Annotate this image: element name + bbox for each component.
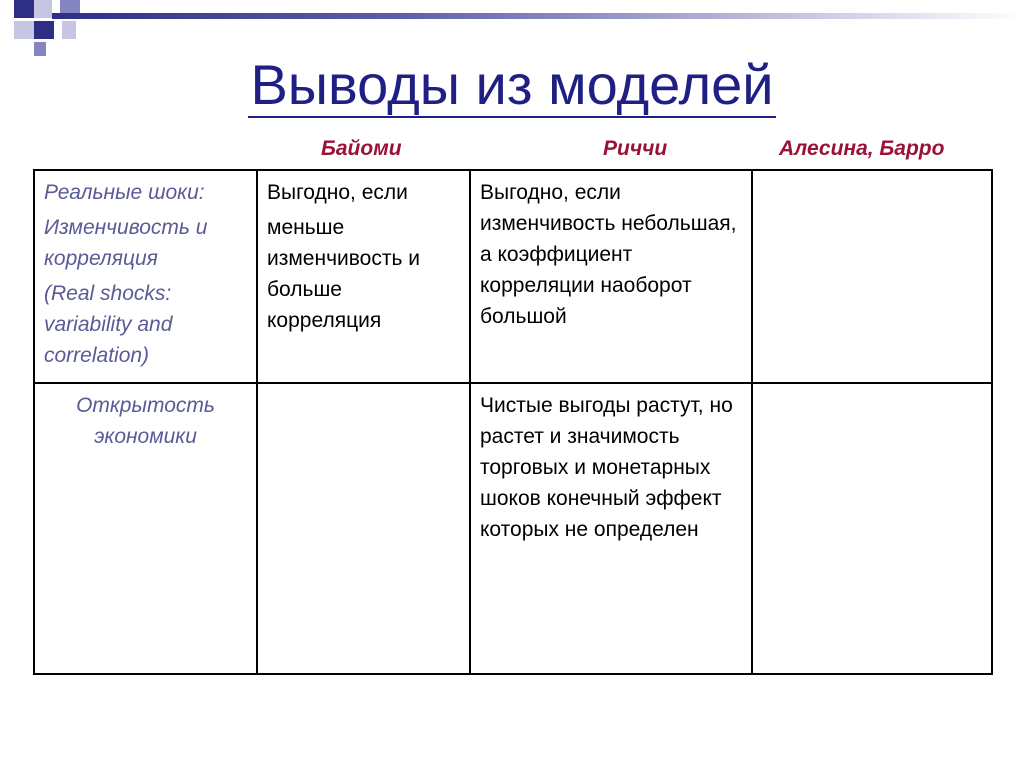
column-header-ricci: Риччи	[603, 137, 668, 160]
cell-line: меньше изменчивость и больше корреляция	[267, 216, 420, 332]
slide-title-text: Выводы из моделей	[250, 53, 774, 116]
column-header-bayoumi: Байоми	[321, 137, 402, 160]
comparison-table	[33, 169, 993, 675]
column-header-alesina-barro: Алесина, Барро	[779, 137, 945, 160]
cell-ricci-real-shocks: Выгодно, если изменчивость небольшая, а коэффициент корреляции наоборот большой	[470, 170, 752, 383]
decor-square-1	[14, 0, 34, 18]
cell-bayoumi-openness	[257, 383, 470, 674]
decor-square-5	[34, 21, 54, 39]
slide-title	[0, 50, 1024, 120]
cell-alesina-barro-real-shocks	[752, 170, 992, 383]
decor-gradient-bar	[52, 13, 1024, 19]
row-label-line: Изменчивость и корреляция	[44, 216, 208, 270]
row-label-line: (Real shocks: variability and correlation)	[44, 282, 173, 367]
row-label-real-shocks	[34, 170, 257, 383]
decor-square-6	[62, 21, 76, 39]
cell-alesina-barro-openness	[752, 383, 992, 674]
table-row	[34, 170, 992, 383]
cell-ricci-openness: Чистые выгоды растут, но растет и значимость торговых и монетарных шоков конечный эффект которых не определен	[470, 383, 752, 674]
row-label-line: Реальные шоки:	[44, 181, 205, 204]
cell-bayoumi-real-shocks	[257, 170, 470, 383]
cell-line: Выгодно, если	[267, 181, 408, 204]
decor-square-2	[34, 0, 52, 18]
decor-square-4	[14, 21, 34, 39]
row-label-openness: Открытость экономики	[34, 383, 257, 674]
table-row	[34, 383, 992, 674]
